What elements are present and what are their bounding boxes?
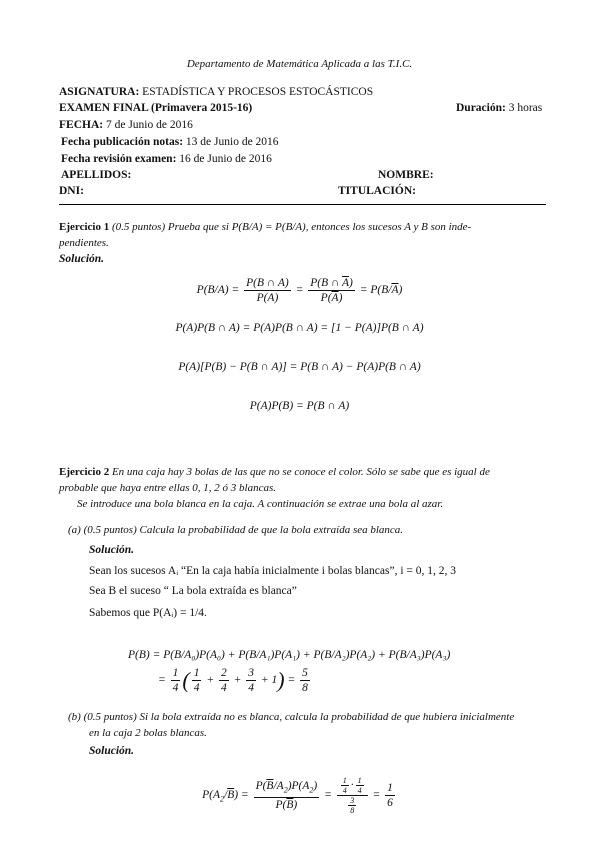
fecha-rev-line: [61, 153, 272, 165]
fecha-label: FECHA:: [59, 119, 104, 131]
ej2a-line2: Sea B el suceso “ La bola extraída es blanca”: [89, 585, 297, 597]
ej1-equation-4: P(A)P(B) = P(B ∩ A): [249, 400, 350, 412]
fecha-rev-value: 16 de Junio de 2016: [176, 153, 272, 165]
duration-label: Duración:: [456, 102, 506, 114]
ej1-solucion-heading: Solución.: [59, 253, 105, 265]
fecha-line: [59, 119, 193, 131]
fecha-rev-label: Fecha revisión examen:: [61, 153, 177, 165]
ej1-title: Ejercicio 1: [59, 221, 110, 233]
fecha-pub-line: [61, 136, 279, 148]
titulacion-label: TITULACIÓN:: [338, 185, 416, 197]
ej2-statement-line1: [59, 466, 490, 478]
asignatura-label: ASIGNATURA:: [59, 86, 140, 98]
fecha-value: 7 de Junio de 2016: [103, 119, 193, 131]
ej2a-equation-1: P(B) = P(B/A₀)P(A₀) + P(B/A₁)P(A₁) + P(B/A₂)P(A₂) + P(B/A₃)P(A₃): [128, 649, 451, 661]
dni-label: DNI:: [59, 185, 84, 197]
ej1-statement-line1: [59, 221, 471, 233]
duration-value: 3 horas: [505, 102, 543, 114]
header-divider: [59, 204, 546, 205]
asignatura-value: ESTADÍSTICA Y PROCESOS ESTOCÁSTICOS: [139, 86, 374, 98]
asignatura-line: [59, 86, 373, 98]
ej1-equation-3: P(A)[P(B) − P(B ∩ A)] = P(B ∩ A) − P(A)P(B ∩ A): [178, 361, 421, 373]
duration: [456, 102, 542, 114]
exam-type: EXAMEN FINAL (Primavera 2015-16): [59, 102, 253, 114]
ej2b-solucion-heading: Solución.: [89, 745, 135, 757]
nombre-label: NOMBRE:: [378, 169, 434, 181]
ej1-statement-line2: pendientes.: [59, 237, 109, 249]
ej2-part-b-line2: en la caja 2 bolas blancas.: [89, 727, 207, 739]
fecha-pub-label: Fecha publicación notas:: [61, 136, 184, 148]
ej1-equation-2: P(A)P(B ∩ A) = P(A)P(B ∩ A) = [1 − P(A)]P(B ∩ A): [175, 322, 424, 334]
ej2b-equation: $P(A_2/\overline{B})$ = $\frac{P(\overline{B}/A_2)P(A_2)}{P(\overline{B})}$ = $\frac{1}{4}$ · $\frac{1}{4}$ $\frac{3}{8}$ = $\frac{1}{6}$: [202, 776, 393, 815]
ej2-statement-line2: probable que haya entre ellas 0, 1, 2 ó 3 blancas.: [59, 482, 277, 494]
ej2-title: Ejercicio 2: [59, 466, 110, 478]
department-line: Departamento de Matemática Aplicada a las T.I.C.: [186, 58, 413, 70]
ej2a-solucion-heading: Solución.: [89, 544, 135, 556]
ej1-text1: (0.5 puntos) Prueba que si P(B/A) = P(B/A), entonces los sucesos A y B son inde-: [111, 221, 472, 233]
ej2-part-b-line1: (b) (0.5 puntos) Si la bola extraída no es blanca, calcula la probabilidad de que hubiera inicialmente: [68, 711, 515, 723]
ej2a-equation-2: = $\frac{1}{4}$ ( $\frac{1}{4}$ + $\frac{2}{4}$ + $\frac{3}{4}$ + 1) = $\frac{5}{8}$: [158, 667, 308, 694]
ej2-part-a: (a) (0.5 puntos) Calcula la probabilidad de que la bola extraída sea blanca.: [68, 524, 404, 536]
ej2-statement-line3: Se introduce una bola blanca en la caja. A continuación se extrae una bola al azar.: [77, 498, 444, 510]
fecha-pub-value: 13 de Junio de 2016: [183, 136, 279, 148]
ej2a-line1: Sean los sucesos Aᵢ “En la caja había inicialmente i bolas blancas”, i = 0, 1, 2, 3: [89, 565, 457, 577]
ej1-equation-1: P(B/A) = $\frac{P(B \cap A)}{P(A)}$ = $\frac{P(B \cap \overline{A})}{P(\overline{A})}$ = $P(B/\overline{A})$: [196, 277, 403, 304]
ej2-text1: En una caja hay 3 bolas de las que no se conoce el color. Sólo se sabe que es igual de: [111, 466, 490, 478]
apellidos-label: APELLIDOS:: [61, 169, 132, 181]
ej2a-line3: Sabemos que P(Aᵢ) = 1/4.: [89, 607, 207, 619]
